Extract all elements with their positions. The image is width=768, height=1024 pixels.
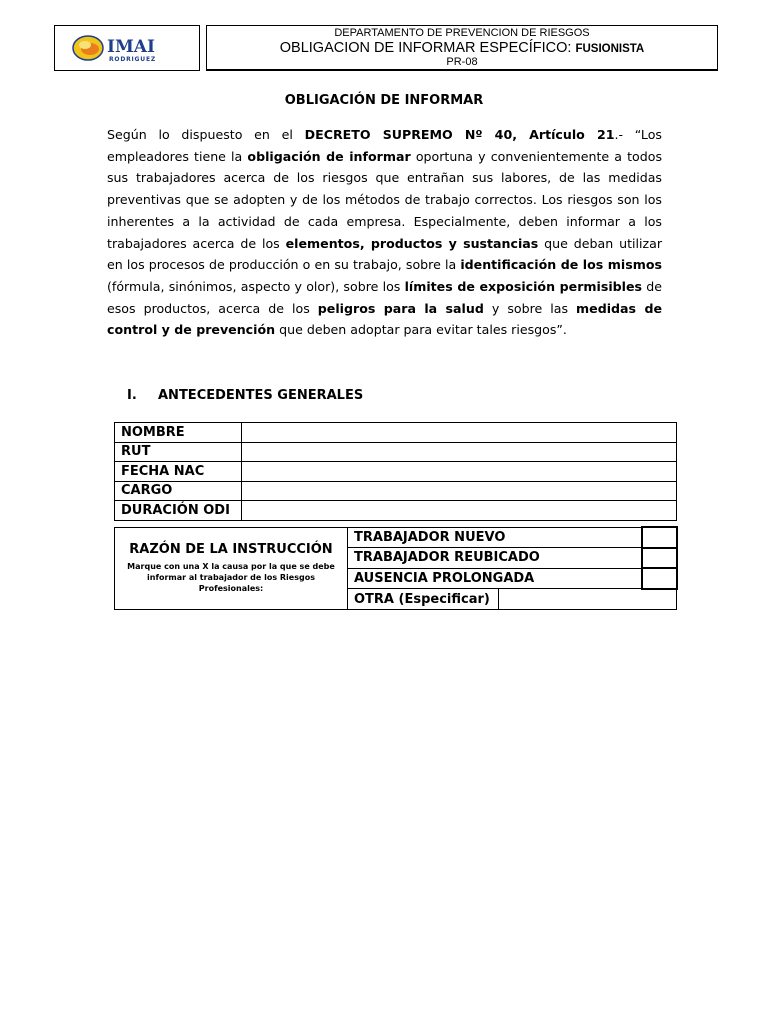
reason-note: Marque con una X la causa por la que se debe informar al trabajador de los Riesgos Profesionales: bbox=[127, 561, 335, 593]
form-title bbox=[207, 41, 717, 56]
field-label: RUT bbox=[115, 442, 242, 462]
cargo-field[interactable] bbox=[242, 481, 677, 501]
department-label: DEPARTAMENTO DE PREVENCION DE RIESGOS bbox=[334, 27, 590, 39]
option-label: OTRA (Especificar) bbox=[348, 589, 499, 610]
table-row bbox=[115, 481, 677, 501]
duracion-odi-field[interactable] bbox=[242, 501, 677, 521]
otra-specify-field[interactable] bbox=[499, 589, 677, 610]
field-label: DURACIÓN ODI bbox=[115, 501, 242, 521]
option-label: TRABAJADOR NUEVO bbox=[348, 527, 642, 548]
option-label: AUSENCIA PROLONGADA bbox=[348, 568, 642, 589]
nombre-field[interactable] bbox=[242, 423, 677, 443]
form-title-suffix: FUSIONISTA bbox=[575, 43, 645, 55]
option-checkbox-trabajador-reubicado[interactable] bbox=[642, 548, 677, 569]
table-row bbox=[115, 527, 677, 548]
option-checkbox-ausencia-prolongada[interactable] bbox=[642, 568, 677, 589]
form-code: PR-08 bbox=[446, 55, 478, 68]
table-row bbox=[115, 442, 677, 462]
section-title: ANTECEDENTES GENERALES bbox=[158, 388, 364, 403]
table-row bbox=[115, 501, 677, 521]
imai-rodriguez-logo bbox=[71, 32, 183, 64]
rut-field[interactable] bbox=[242, 442, 677, 462]
reason-title: RAZÓN DE LA INSTRUCCIÓN bbox=[129, 541, 333, 557]
intro-paragraph: Según lo dispuesto en el DECRETO SUPREMO Nº 40, Artículo 21.- “Los empleadores tiene la obligación de informar oportuna y convenientemente a todos sus trabajadores acerca de los riesgos que entrañan sus labores, de las medidas preventivas que se adopten y de los métodos de trabajo correctos. Los riesgos son los inherentes a la actividad de cada empresa. Especialmente, deben informar a los trabajadores acerca de los elementos, productos y sustancias que deban utilizar en los procesos de producción o en su trabajo, sobre la identificación de los mismos (fórmula, sinónimos, aspecto y olor), sobre los límites de exposición permisibles de esos productos, acerca de los peligros para la salud y sobre las medidas de control y de prevención que deben adoptar para evitar tales riesgos”. bbox=[107, 127, 663, 338]
option-label: TRABAJADOR REUBICADO bbox=[348, 548, 642, 569]
decree-reference: DECRETO SUPREMO Nº 40, Artículo 21 bbox=[304, 127, 615, 142]
document-heading: OBLIGACIÓN DE INFORMAR bbox=[284, 93, 484, 108]
fecha-nac-field[interactable] bbox=[242, 462, 677, 482]
field-label: FECHA NAC bbox=[115, 462, 242, 482]
header-title-box bbox=[206, 25, 718, 71]
section-heading-antecedentes bbox=[127, 388, 363, 403]
field-label: CARGO bbox=[115, 481, 242, 501]
table-row bbox=[115, 423, 677, 443]
form-title-main: OBLIGACION DE INFORMAR ESPECÍFICO: bbox=[279, 40, 572, 56]
option-checkbox-trabajador-nuevo[interactable] bbox=[642, 527, 677, 548]
reason-cell bbox=[115, 527, 348, 610]
field-label: NOMBRE bbox=[115, 423, 242, 443]
logo-sub: RODRIGUEZ bbox=[109, 56, 156, 63]
table-row bbox=[115, 462, 677, 482]
general-info-table bbox=[114, 422, 677, 521]
instruction-reason-table bbox=[114, 526, 678, 610]
company-logo-box bbox=[54, 25, 200, 71]
logo-name: IMAI bbox=[107, 37, 155, 57]
section-number: I. bbox=[127, 388, 137, 403]
